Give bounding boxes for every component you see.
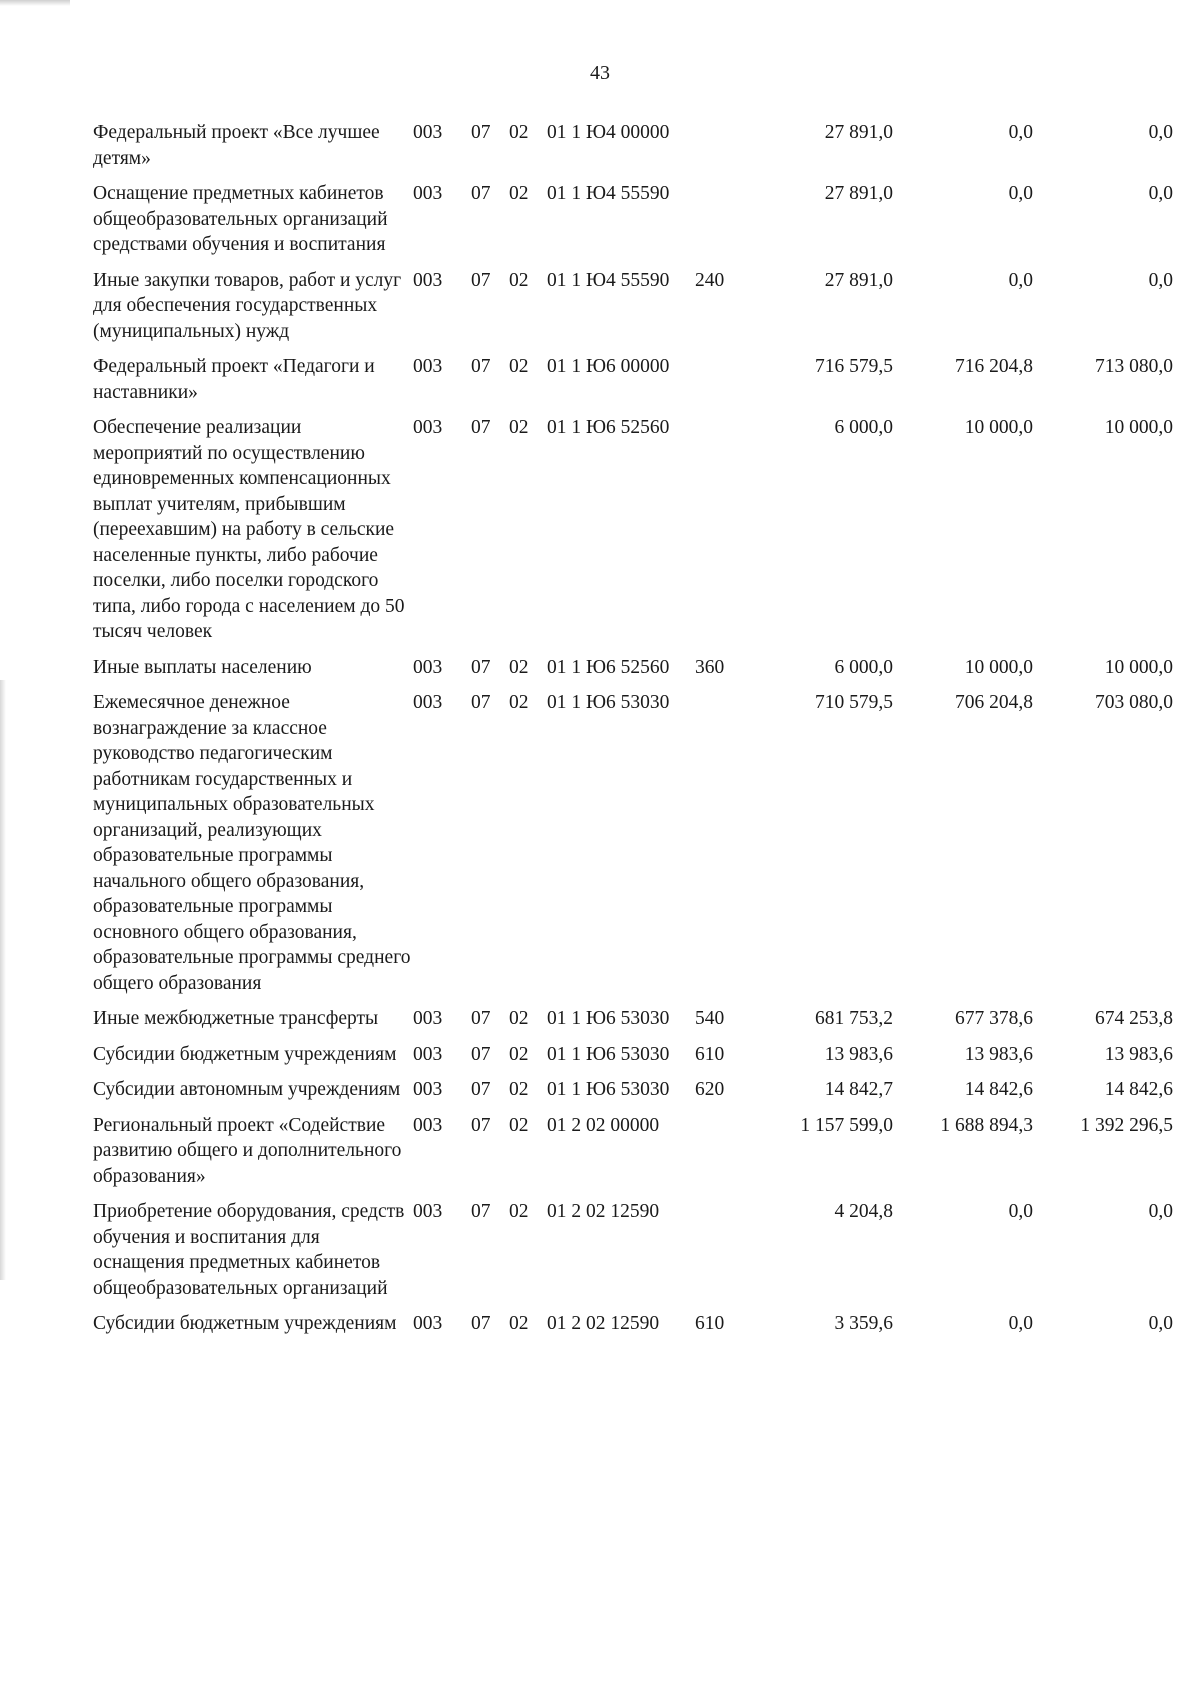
row-subsection-code: 02 <box>509 356 529 377</box>
row-subsection-code: 02 <box>509 269 529 291</box>
table-row <box>93 415 1173 655</box>
row-target-article-code: 01 2 02 12590 <box>547 1313 660 1334</box>
table-body <box>93 120 1173 1347</box>
table-row <box>93 1113 1173 1200</box>
row-name: Федеральный проект «Педагоги и наставники» <box>93 356 375 403</box>
row-ministry-code: 003 <box>413 183 443 204</box>
table-row <box>93 1077 1173 1113</box>
row-ministry-code: 003 <box>413 417 443 438</box>
row-target-article-code: 01 2 02 00000 <box>547 1114 660 1136</box>
row-amount-year-2: 677 378,6 <box>955 1008 1033 1029</box>
row-amount-year-1: 13 983,6 <box>824 1043 893 1065</box>
row-section-code: 07 <box>471 1313 491 1334</box>
table-row <box>93 655 1173 691</box>
row-subsection-code: 02 <box>509 1043 529 1065</box>
row-name: Субсидии автономным учреждениям <box>93 1079 401 1100</box>
row-ministry-code: 003 <box>413 656 443 678</box>
table-row <box>93 1199 1173 1311</box>
row-ministry-code: 003 <box>413 1079 443 1100</box>
row-amount-year-3: 0,0 <box>1148 1201 1173 1222</box>
row-target-article-code: 01 1 Ю4 55590 <box>547 269 670 291</box>
row-section-code: 07 <box>471 183 491 204</box>
table-row <box>93 690 1173 1006</box>
row-subsection-code: 02 <box>509 122 529 143</box>
row-amount-year-1: 1 157 599,0 <box>800 1114 893 1136</box>
row-amount-year-1: 4 204,8 <box>834 1201 893 1222</box>
row-expense-type-code: 620 <box>695 1079 725 1100</box>
row-amount-year-3: 0,0 <box>1148 1313 1173 1334</box>
row-section-code: 07 <box>471 1008 491 1029</box>
row-amount-year-3: 14 842,6 <box>1104 1079 1173 1100</box>
row-amount-year-3: 674 253,8 <box>1095 1008 1173 1029</box>
row-amount-year-2: 1 688 894,3 <box>940 1114 1033 1136</box>
row-name: Оснащение предметных кабинетов общеобразовательных организаций средствами обучения и воспитания <box>93 183 388 255</box>
row-amount-year-2: 13 983,6 <box>964 1043 1033 1065</box>
row-target-article-code: 01 1 Ю4 00000 <box>547 122 670 143</box>
row-ministry-code: 003 <box>413 1201 443 1222</box>
row-target-article-code: 01 1 Ю6 53030 <box>547 692 670 713</box>
row-amount-year-2: 0,0 <box>1008 183 1033 204</box>
row-expense-type-code <box>695 1113 745 1200</box>
row-subsection-code: 02 <box>509 183 529 204</box>
row-ministry-code: 003 <box>413 1043 443 1065</box>
row-amount-year-2: 10 000,0 <box>964 656 1033 678</box>
row-amount-year-2: 10 000,0 <box>964 417 1033 438</box>
row-expense-type-code: 610 <box>695 1313 725 1334</box>
row-section-code: 07 <box>471 656 491 678</box>
row-amount-year-1: 27 891,0 <box>824 183 893 204</box>
row-subsection-code: 02 <box>509 417 529 438</box>
row-name: Приобретение оборудования, средств обучения и воспитания для оснащения предметных кабинетов общеобразовательных организаций <box>93 1201 405 1299</box>
row-expense-type-code: 240 <box>695 269 725 291</box>
table-row <box>93 354 1173 415</box>
row-expense-type-code <box>695 120 745 181</box>
row-amount-year-2: 706 204,8 <box>955 692 1033 713</box>
row-ministry-code: 003 <box>413 1008 443 1029</box>
row-amount-year-1: 14 842,7 <box>824 1079 893 1100</box>
row-subsection-code: 02 <box>509 1079 529 1100</box>
row-amount-year-3: 13 983,6 <box>1104 1043 1173 1065</box>
row-amount-year-2: 0,0 <box>1008 122 1033 143</box>
table-row <box>93 268 1173 355</box>
row-amount-year-1: 681 753,2 <box>815 1008 893 1029</box>
row-amount-year-1: 6 000,0 <box>834 417 893 438</box>
row-subsection-code: 02 <box>509 656 529 678</box>
row-section-code: 07 <box>471 122 491 143</box>
row-amount-year-2: 0,0 <box>1008 1313 1033 1334</box>
table-row <box>93 1311 1173 1347</box>
row-amount-year-3: 0,0 <box>1148 269 1173 291</box>
row-section-code: 07 <box>471 1114 491 1136</box>
row-amount-year-1: 710 579,5 <box>815 692 893 713</box>
row-expense-type-code: 610 <box>695 1043 725 1065</box>
row-amount-year-2: 716 204,8 <box>955 356 1033 377</box>
row-section-code: 07 <box>471 269 491 291</box>
row-amount-year-3: 10 000,0 <box>1104 656 1173 678</box>
row-amount-year-1: 3 359,6 <box>834 1313 893 1334</box>
row-name: Иные закупки товаров, работ и услуг для обеспечения государственных (муниципальных) нужд <box>93 269 402 342</box>
scan-edge-shadow <box>0 680 6 1280</box>
row-ministry-code: 003 <box>413 269 443 291</box>
row-expense-type-code <box>695 1199 745 1311</box>
page-number: 43 <box>590 62 610 84</box>
table-row <box>93 1042 1173 1078</box>
row-target-article-code: 01 1 Ю6 00000 <box>547 356 670 377</box>
row-subsection-code: 02 <box>509 1008 529 1029</box>
row-name: Обеспечение реализации мероприятий по осуществлению единовременных компенсационных выплат учителям, прибывшим (переехавшим) на работу в сельские населенные пункты, либо рабочие поселки, либо поселки городского типа, либо города с населением до 50 тысяч человек <box>93 417 405 642</box>
row-target-article-code: 01 1 Ю6 52560 <box>547 417 670 438</box>
row-amount-year-3: 703 080,0 <box>1095 692 1173 713</box>
row-ministry-code: 003 <box>413 356 443 377</box>
scan-artifact <box>0 0 70 6</box>
row-subsection-code: 02 <box>509 692 529 713</box>
row-ministry-code: 003 <box>413 1313 443 1334</box>
row-ministry-code: 003 <box>413 122 443 143</box>
row-ministry-code: 003 <box>413 692 443 713</box>
row-name: Ежемесячное денежное вознаграждение за классное руководство педагогическим работникам государственных и муниципальных образовательных организаций, реализующих образовательные программы начального общего образования, образовательные программы основного общего образования, образовательные программы среднего общего образования <box>93 692 411 994</box>
row-target-article-code: 01 1 Ю6 52560 <box>547 656 670 678</box>
row-section-code: 07 <box>471 1043 491 1065</box>
row-expense-type-code: 360 <box>695 656 725 678</box>
row-expense-type-code <box>695 181 745 268</box>
row-expense-type-code <box>695 415 745 655</box>
row-subsection-code: 02 <box>509 1313 529 1334</box>
row-expense-type-code <box>695 690 745 1006</box>
row-amount-year-1: 716 579,5 <box>815 356 893 377</box>
row-expense-type-code <box>695 354 745 415</box>
row-name: Субсидии бюджетным учреждениям <box>93 1043 397 1065</box>
row-target-article-code: 01 2 02 12590 <box>547 1201 660 1222</box>
row-target-article-code: 01 1 Ю4 55590 <box>547 183 670 204</box>
row-subsection-code: 02 <box>509 1114 529 1136</box>
row-ministry-code: 003 <box>413 1114 443 1136</box>
row-amount-year-2: 0,0 <box>1008 269 1033 291</box>
row-name: Иные выплаты населению <box>93 656 312 678</box>
table-row <box>93 181 1173 268</box>
row-amount-year-1: 27 891,0 <box>824 122 893 143</box>
row-section-code: 07 <box>471 692 491 713</box>
table-row <box>93 120 1173 181</box>
row-amount-year-3: 0,0 <box>1148 122 1173 143</box>
row-amount-year-2: 0,0 <box>1008 1201 1033 1222</box>
row-section-code: 07 <box>471 1079 491 1100</box>
row-target-article-code: 01 1 Ю6 53030 <box>547 1008 670 1029</box>
row-name: Субсидии бюджетным учреждениям <box>93 1313 397 1334</box>
row-amount-year-3: 10 000,0 <box>1104 417 1173 438</box>
row-subsection-code: 02 <box>509 1201 529 1222</box>
row-target-article-code: 01 1 Ю6 53030 <box>547 1079 670 1100</box>
budget-table <box>93 120 1173 1347</box>
row-name: Федеральный проект «Все лучшее детям» <box>93 122 380 169</box>
row-amount-year-3: 1 392 296,5 <box>1080 1114 1173 1136</box>
table-row <box>93 1006 1173 1042</box>
row-target-article-code: 01 1 Ю6 53030 <box>547 1043 670 1065</box>
row-name: Региональный проект «Содействие развитию общего и дополнительного образования» <box>93 1114 402 1187</box>
row-section-code: 07 <box>471 1201 491 1222</box>
row-amount-year-1: 6 000,0 <box>834 656 893 678</box>
row-amount-year-3: 0,0 <box>1148 183 1173 204</box>
row-amount-year-3: 713 080,0 <box>1095 356 1173 377</box>
row-amount-year-1: 27 891,0 <box>824 269 893 291</box>
row-section-code: 07 <box>471 356 491 377</box>
row-amount-year-2: 14 842,6 <box>964 1079 1033 1100</box>
row-expense-type-code: 540 <box>695 1008 725 1029</box>
row-section-code: 07 <box>471 417 491 438</box>
row-name: Иные межбюджетные трансферты <box>93 1008 379 1029</box>
